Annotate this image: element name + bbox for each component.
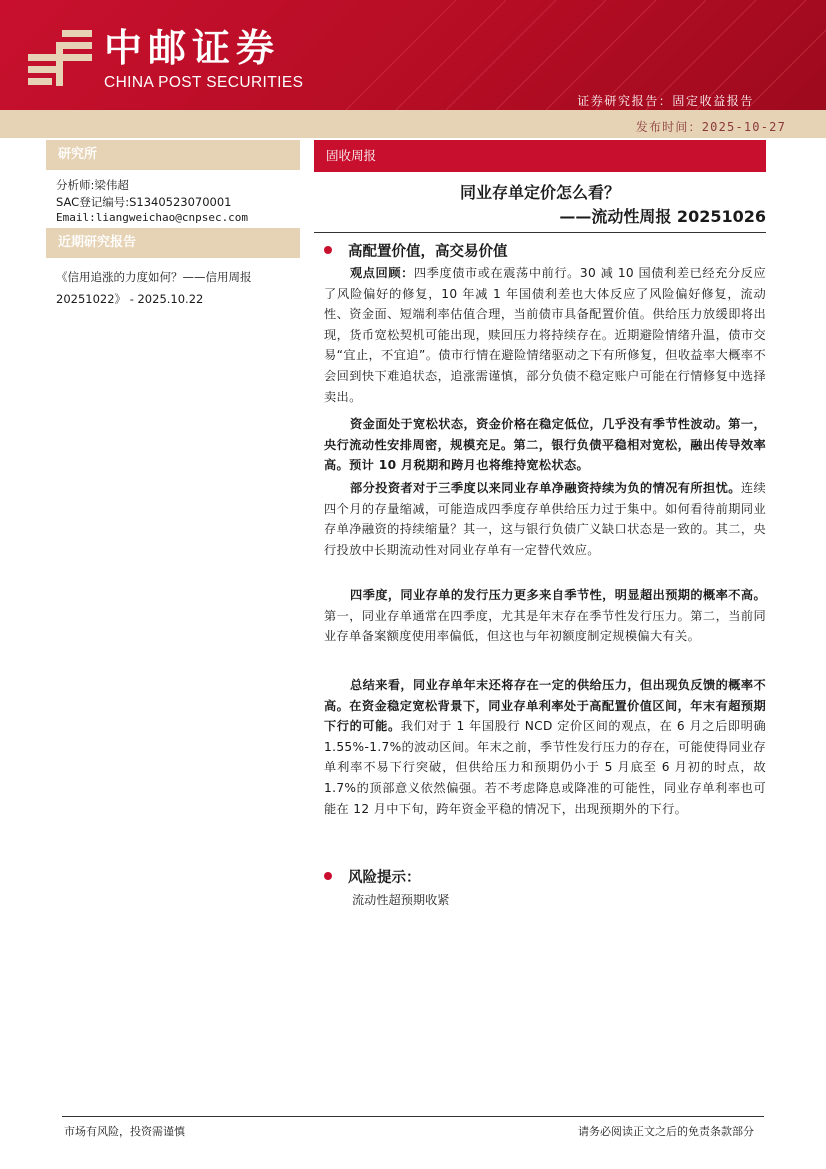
- footer-divider: [62, 1116, 764, 1117]
- footer-risk-note: 市场有风险，投资需谨慎: [64, 1125, 185, 1138]
- paragraph-bold: 总结来看，同业存单年末还将存在一定的供给压力，但出现负反馈的概率不高。在资金稳定宽松背景下，同业存单利率处于高配置价值区间，年末有超预期下行的可能。: [324, 678, 766, 734]
- bullet-dot-icon: [324, 872, 332, 880]
- report-subtitle: ——流动性周报 20251026: [559, 207, 766, 226]
- logo-english-name: CHINA POST SECURITIES: [104, 74, 304, 91]
- china-post-logo-icon: [28, 30, 96, 86]
- logo-chinese-name: 中邮证券: [104, 26, 281, 70]
- section-heading-text: 高配置价值，高交易价值: [348, 244, 508, 260]
- category-bar: 固收周报: [314, 140, 766, 172]
- report-header: [0, 0, 826, 110]
- analyst-name: 分析师:梁伟超: [56, 178, 129, 192]
- report-title: 同业存单定价怎么看？: [459, 183, 620, 202]
- footer-disclaimer-note: 请务必阅读正文之后的免责条款部分: [578, 1125, 754, 1138]
- risk-text: 流动性超预期收紧: [352, 893, 450, 907]
- paragraph-lead: 观点回顾：: [350, 266, 414, 280]
- bullet-dot-icon: [324, 246, 332, 254]
- analyst-email[interactable]: Email:liangweichao@cnpsec.com: [56, 211, 249, 224]
- recent-report-line2: 20251022》 - 2025.10.22: [56, 292, 204, 306]
- paragraph-review: [324, 263, 766, 407]
- paragraph-bold: 资金面处于宽松状态，资金价格在稳定低位，几乎没有季节性波动。第一，央行流动性安排周密，规模充足。第二，银行负债平稳相对宽松，融出传导效率高。预计 10 月税期和跨月也将维持宽松状态。: [324, 417, 766, 473]
- recent-reports-label: 近期研究报告: [46, 228, 300, 258]
- risk-heading-text: 风险提示：: [348, 870, 421, 886]
- paragraph-q4-supply: [324, 585, 766, 647]
- section-heading: [324, 242, 508, 262]
- paragraph-body: 连续四个月的存量缩减，可能造成四季度存单供给压力过于集中。如何看待前期同业存单净融资的持续缩量？其一，这与银行负债广义缺口状态是一致的。其二，央行投放中长期流动性对同业存单有一定替代效应。: [324, 481, 766, 557]
- recent-report-line1: 《信用追涨的力度如何？——信用周报: [56, 270, 252, 284]
- title-divider: [314, 232, 766, 233]
- paragraph-bold: 部分投资者对于三季度以来同业存单净融资持续为负的情况有所担忧。: [350, 481, 741, 495]
- paragraph-concern: [324, 478, 766, 560]
- paragraph-summary: [324, 675, 766, 819]
- paragraph-bold: 四季度，同业存单的发行压力更多来自季节性，明显超出预期的概率不高。: [350, 588, 766, 602]
- institute-label: 研究所: [46, 140, 300, 170]
- paragraph-body: 我们对于 1 年国股行 NCD 定价区间的观点，在 6 月之后即明确 1.55%-1.7%的波动区间。年末之前，季节性发行压力的存在，可能使得同业存单利率不易下行突破，但供给压力和预期仍小于 5 月底至 6 月初的时点，故 1.7%的顶部意义依然偏强。若不考虑降息或降准的可能性，同业存单利率也可能在 12 月中下旬，跨年资金平稳的情况下，出现预期外的下行。: [324, 719, 766, 816]
- report-type: 证券研究报告：固定收益报告: [577, 94, 754, 108]
- recent-report-item[interactable]: [56, 266, 252, 310]
- release-date: 发布时间：2025-10-27: [635, 120, 786, 134]
- sac-number: SAC登记编号:S1340523070001: [56, 194, 232, 209]
- paragraph-body: 第一，同业存单通常在四季度，尤其是年末存在季节性发行压力。第二，当前同业存单备案额度使用率偏低，但这也与年初额度制定规模偏大有关。: [324, 608, 766, 644]
- paragraph-liquidity: [324, 414, 766, 476]
- risk-heading: [324, 868, 421, 888]
- analyst-info: [56, 177, 248, 227]
- paragraph-body: 四季度债市或在震荡中前行。30 减 10 国债利差已经充分反应了风险偏好的修复，10 年减 1 年国债利差也大体反应了风险偏好修复，流动性、资金面、短端利率估值合理，当前债市具备配置价值。供给压力放缓即将出现，货币宽松契机可能出现，赎回压力将持续存在。近期避险情绪升温，债市交易“宜止，不宜追”。债市行情在避险情绪驱动之下有所修复，但收益率大概率不会回到快下难追状态，追涨需谨慎，部分负债不稳定账户可能在行情修复中选择卖出。: [324, 266, 766, 404]
